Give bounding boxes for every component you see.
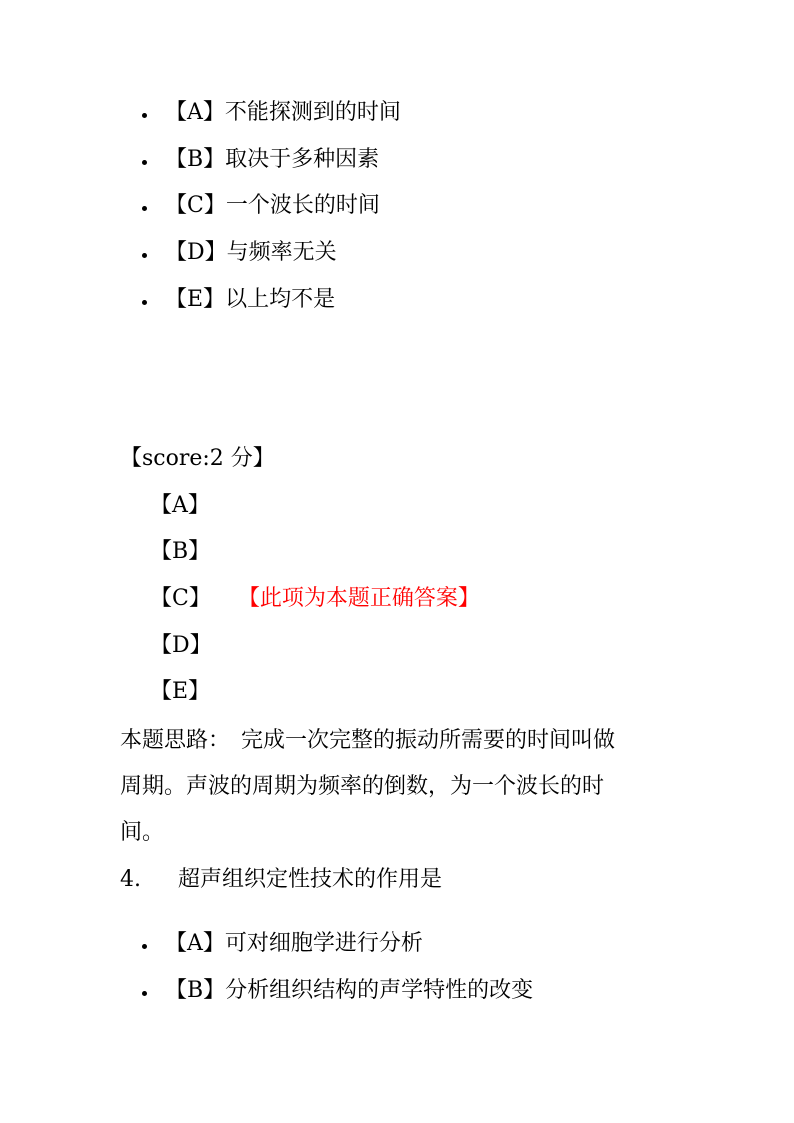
q3-option-b	[142, 145, 379, 175]
q4-option-b	[142, 976, 533, 1006]
answer-row-c	[150, 584, 480, 614]
option-text: 分析组织结构的声学特性的改变	[225, 978, 534, 1003]
score-label: 【score:2 分】	[120, 446, 275, 471]
answer-row-b	[150, 537, 210, 567]
correct-answer-mark: 【此项为本题正确答案】	[248, 586, 480, 611]
explanation-line: 间。	[120, 820, 165, 845]
answer-row-d	[150, 631, 212, 661]
answer-key: 【A】	[150, 493, 210, 518]
option-text: 可对细胞学进行分析	[224, 931, 423, 956]
option-key: 【A】	[165, 931, 225, 956]
bullet-icon	[142, 991, 147, 996]
option-key: 【B】	[165, 147, 226, 172]
option-key: 【E】	[165, 287, 226, 312]
q3-option-a	[142, 98, 401, 128]
bullet-icon	[142, 300, 147, 305]
option-text: 不能探测到的时间	[224, 100, 401, 125]
option-key: 【B】	[165, 978, 226, 1003]
answer-key: 【B】	[150, 539, 211, 564]
question-text: 超声组织定性技术的作用是	[178, 867, 443, 892]
q3-option-e	[142, 285, 335, 315]
q4-option-a	[142, 929, 423, 959]
bullet-icon	[142, 113, 147, 118]
option-text: 一个波长的时间	[225, 193, 380, 218]
answer-row-a	[150, 491, 210, 521]
bullet-icon	[142, 253, 147, 258]
bullet-icon	[142, 206, 147, 211]
option-text: 取决于多种因素	[225, 147, 380, 172]
option-key: 【C】	[165, 193, 226, 218]
question-number: 4.	[120, 867, 141, 892]
option-text: 以上均不是	[225, 287, 336, 312]
option-text: 与频率无关	[226, 240, 337, 265]
q3-option-d	[142, 238, 337, 268]
answer-key: 【D】	[150, 633, 212, 658]
answer-key: 【E】	[150, 679, 211, 704]
explanation-line: 周期。声波的周期为频率的倒数，为一个波长的时	[120, 774, 605, 799]
bullet-icon	[142, 160, 147, 165]
q4-question	[120, 865, 442, 895]
q3-option-c	[142, 191, 380, 221]
explanation-line: 本题思路： 完成一次完整的振动所需要的时间叫做	[120, 728, 616, 753]
explanation	[120, 718, 680, 856]
option-key: 【A】	[165, 100, 225, 125]
answer-key: 【C】	[150, 586, 211, 611]
answer-row-e	[150, 677, 210, 707]
bullet-icon	[142, 944, 147, 949]
option-key: 【D】	[165, 240, 227, 265]
